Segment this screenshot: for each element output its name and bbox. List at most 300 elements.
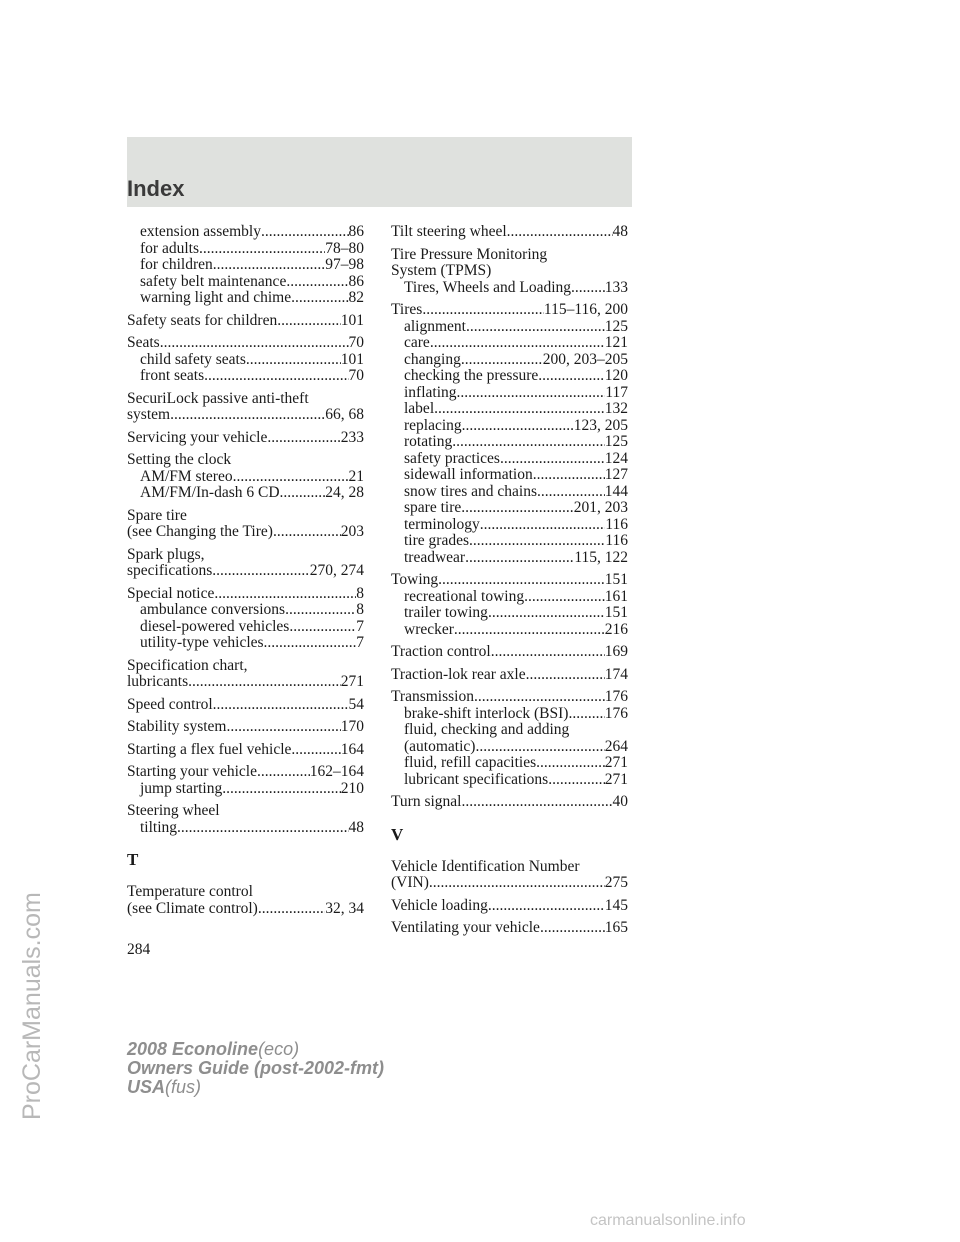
index-term: diesel-powered vehicles bbox=[140, 618, 290, 635]
index-term: terminology bbox=[404, 516, 480, 533]
index-subentry bbox=[127, 368, 364, 385]
index-entry bbox=[391, 898, 628, 915]
index-line bbox=[127, 430, 364, 447]
index-entry bbox=[127, 430, 364, 447]
index-page-ref: 48 bbox=[348, 819, 364, 836]
dot-leader bbox=[469, 533, 605, 550]
index-subentry bbox=[391, 739, 628, 756]
footer-market: USA bbox=[127, 1077, 166, 1097]
index-line bbox=[127, 452, 364, 469]
index-letter-heading: T bbox=[127, 850, 139, 869]
index-entry bbox=[391, 667, 628, 684]
index-subentry bbox=[391, 368, 628, 385]
dot-leader bbox=[213, 257, 326, 274]
index-term: Turn signal bbox=[391, 794, 462, 810]
index-term: System (TPMS) bbox=[391, 263, 492, 279]
index-subentry bbox=[127, 290, 364, 307]
dot-leader bbox=[461, 794, 612, 811]
index-term: Spare tire bbox=[127, 507, 187, 524]
dot-leader bbox=[199, 241, 325, 258]
index-term: safety belt maintenance bbox=[140, 273, 287, 290]
index-subentry bbox=[127, 352, 364, 369]
dot-leader bbox=[474, 689, 605, 706]
index-term: (see Climate control) bbox=[127, 900, 258, 917]
index-entry bbox=[391, 302, 628, 566]
index-term: snow tires and chains bbox=[404, 483, 538, 500]
dot-leader bbox=[429, 875, 605, 892]
index-subentry bbox=[391, 755, 628, 772]
index-term: Tires, Wheels and Loading bbox=[404, 279, 572, 296]
index-page-ref: 165 bbox=[604, 920, 628, 936]
index-term: utility-type vehicles bbox=[140, 635, 264, 651]
index-page-ref: 170 bbox=[340, 719, 364, 735]
dot-leader bbox=[465, 550, 574, 567]
dot-leader bbox=[289, 619, 356, 636]
index-term: Starting a flex fuel vehicle bbox=[127, 741, 292, 758]
index-page-ref: 125 bbox=[604, 434, 628, 450]
index-page-ref: 54 bbox=[348, 696, 364, 713]
dot-leader bbox=[537, 484, 605, 501]
index-subentry bbox=[127, 257, 364, 274]
index-page-ref: 132 bbox=[604, 401, 628, 417]
dot-leader bbox=[438, 572, 605, 589]
bottom-watermark: carmanualsonline.info bbox=[590, 1212, 746, 1229]
header-band bbox=[127, 137, 632, 207]
index-subentry bbox=[391, 451, 628, 468]
index-subentry bbox=[391, 352, 628, 369]
index-line bbox=[391, 689, 628, 706]
index-subentry bbox=[127, 619, 364, 636]
dot-leader bbox=[475, 739, 604, 756]
index-term: AM/FM/In-dash 6 CD bbox=[140, 485, 280, 501]
index-page-ref: 21 bbox=[348, 468, 364, 485]
dot-leader bbox=[188, 674, 341, 691]
index-term: Spark plugs, bbox=[127, 546, 205, 563]
index-term: label bbox=[404, 401, 435, 417]
index-entry bbox=[127, 658, 364, 691]
index-line bbox=[127, 719, 364, 736]
footer-guide: Owners Guide (post-2002-fmt) bbox=[127, 1058, 385, 1078]
index-page-ref: 174 bbox=[604, 666, 628, 683]
index-page-ref: 86 bbox=[348, 224, 364, 240]
index-page-ref: 82 bbox=[348, 290, 364, 306]
index-line bbox=[391, 794, 628, 811]
index-line bbox=[127, 547, 364, 564]
dot-leader bbox=[267, 430, 340, 447]
dot-leader bbox=[160, 335, 349, 352]
index-page-ref: 169 bbox=[604, 644, 628, 660]
index-page-ref: 264 bbox=[604, 738, 628, 755]
footer-line-3 bbox=[127, 1078, 384, 1097]
index-page-ref: 8 bbox=[356, 602, 364, 618]
index-subentry bbox=[391, 589, 628, 606]
index-term: system bbox=[127, 407, 171, 423]
index-term: Vehicle Identification Number bbox=[391, 858, 580, 875]
index-line bbox=[391, 898, 628, 915]
index-page-ref: 161 bbox=[604, 588, 628, 605]
index-term: rotating bbox=[404, 434, 453, 450]
index-page-ref: 164 bbox=[340, 741, 364, 758]
index-term: inflating bbox=[404, 384, 457, 401]
index-entry bbox=[127, 764, 364, 797]
index-entry bbox=[127, 224, 364, 307]
index-page-ref: 151 bbox=[604, 605, 628, 621]
dot-leader bbox=[491, 644, 605, 661]
index-subentry bbox=[391, 418, 628, 435]
index-page-ref: 48 bbox=[612, 224, 628, 240]
index-term: recreational towing bbox=[404, 588, 525, 605]
index-page-ref: 200, 203–205 bbox=[542, 351, 628, 368]
index-term: Stability system bbox=[127, 719, 227, 735]
dot-leader bbox=[524, 589, 605, 606]
index-subentry bbox=[127, 469, 364, 486]
index-entry bbox=[127, 335, 364, 385]
dot-leader bbox=[226, 719, 340, 736]
index-entry bbox=[127, 391, 364, 424]
dot-leader bbox=[452, 434, 605, 451]
dot-leader bbox=[204, 368, 348, 385]
index-page-ref: 123, 205 bbox=[573, 417, 628, 434]
index-page-ref: 151 bbox=[604, 572, 628, 588]
index-term: extension assembly bbox=[140, 224, 261, 240]
footer-doc-info bbox=[127, 1040, 384, 1097]
dot-leader bbox=[466, 319, 605, 336]
index-page-ref: 101 bbox=[340, 312, 364, 329]
index-term: changing bbox=[404, 351, 461, 368]
index-line bbox=[391, 644, 628, 661]
index-page-ref: 133 bbox=[604, 279, 628, 296]
index-term: fluid, checking and adding bbox=[404, 722, 570, 738]
index-term: tilting bbox=[140, 819, 178, 836]
index-line bbox=[391, 920, 628, 937]
index-page-ref: 270, 274 bbox=[309, 563, 364, 579]
dot-leader bbox=[533, 467, 605, 484]
index-entry bbox=[127, 884, 364, 917]
index-page-ref: 210 bbox=[340, 780, 364, 797]
index-subentry bbox=[391, 500, 628, 517]
dot-leader bbox=[261, 224, 349, 241]
index-line bbox=[127, 313, 364, 330]
index-letter-heading: V bbox=[391, 824, 404, 844]
index-term: safety practices bbox=[404, 450, 500, 467]
index-subentry bbox=[127, 224, 364, 241]
index-term: checking the pressure bbox=[404, 368, 539, 384]
index-term: Ventilating your vehicle bbox=[391, 920, 540, 936]
index-page-ref: 271 bbox=[604, 755, 628, 771]
index-term: Starting your vehicle bbox=[127, 764, 257, 780]
index-page-ref: 145 bbox=[604, 897, 628, 914]
index-line bbox=[127, 742, 364, 759]
index-entry bbox=[391, 689, 628, 788]
dot-leader bbox=[507, 224, 613, 241]
dot-leader bbox=[170, 407, 325, 424]
index-term: lubricant specifications bbox=[404, 771, 549, 788]
dot-leader bbox=[536, 755, 605, 772]
dot-leader bbox=[461, 500, 574, 517]
index-entry bbox=[127, 586, 364, 652]
dot-leader bbox=[540, 920, 605, 937]
index-term: Safety seats for children bbox=[127, 312, 278, 329]
dot-leader bbox=[454, 622, 605, 639]
index-page-ref: 115, 122 bbox=[574, 549, 628, 566]
page-title: Index bbox=[127, 176, 185, 201]
index-term: replacing bbox=[404, 417, 462, 434]
index-subentry bbox=[391, 772, 628, 789]
index-page-ref: 216 bbox=[604, 621, 628, 638]
index-page-ref: 275 bbox=[604, 875, 628, 891]
index-term: wrecker bbox=[404, 621, 454, 638]
index-term: Seats bbox=[127, 335, 160, 351]
dot-leader bbox=[257, 764, 310, 781]
index-page-ref: 70 bbox=[348, 368, 364, 384]
index-subentry bbox=[391, 605, 628, 622]
index-page-ref: 117 bbox=[605, 384, 628, 401]
index-subentry bbox=[391, 335, 628, 352]
index-page-ref: 271 bbox=[340, 674, 364, 690]
index-page-ref: 70 bbox=[348, 335, 364, 351]
index-subentry bbox=[127, 602, 364, 619]
index-term: Setting the clock bbox=[127, 452, 232, 468]
index-column-left bbox=[127, 224, 364, 923]
dot-leader bbox=[480, 517, 606, 534]
index-entry bbox=[127, 452, 364, 502]
index-entry bbox=[391, 224, 628, 241]
dot-leader bbox=[264, 635, 357, 652]
index-page-ref: 8 bbox=[356, 585, 364, 602]
index-subentry bbox=[127, 241, 364, 258]
index-line bbox=[127, 697, 364, 714]
index-term: for adults bbox=[140, 240, 199, 257]
index-line bbox=[127, 658, 364, 675]
index-term: Tilt steering wheel bbox=[391, 224, 507, 240]
dot-leader bbox=[526, 667, 605, 684]
index-page-ref: 78–80 bbox=[325, 240, 364, 257]
dot-leader bbox=[422, 302, 544, 319]
index-term: Specification chart, bbox=[127, 657, 248, 674]
index-page-ref: 116 bbox=[605, 533, 628, 549]
index-page-ref: 86 bbox=[348, 273, 364, 290]
index-term: Servicing your vehicle bbox=[127, 429, 268, 446]
index-term: Traction control bbox=[391, 644, 491, 660]
index-term: Steering wheel bbox=[127, 803, 220, 819]
dot-leader bbox=[538, 368, 604, 385]
dot-leader bbox=[291, 742, 340, 759]
dot-leader bbox=[488, 605, 605, 622]
index-page-ref: 97–98 bbox=[325, 257, 364, 273]
index-line bbox=[391, 667, 628, 684]
index-page-ref: 7 bbox=[356, 635, 364, 651]
index-subentry bbox=[391, 401, 628, 418]
dot-leader bbox=[246, 352, 341, 369]
dot-leader bbox=[457, 385, 606, 402]
index-line bbox=[127, 901, 364, 918]
index-term: fluid, refill capacities bbox=[404, 755, 537, 771]
dot-leader bbox=[548, 772, 605, 789]
index-term: child safety seats bbox=[140, 351, 246, 368]
index-term: Tires bbox=[391, 302, 423, 318]
dot-leader bbox=[568, 706, 604, 723]
dot-leader bbox=[488, 898, 605, 915]
index-term: AM/FM stereo bbox=[140, 468, 233, 485]
index-line bbox=[127, 586, 364, 603]
index-page-ref: 7 bbox=[356, 618, 364, 635]
index-page-ref: 233 bbox=[340, 429, 364, 446]
index-page-ref: 176 bbox=[604, 689, 628, 705]
dot-leader bbox=[213, 697, 349, 714]
dot-leader bbox=[222, 781, 341, 798]
index-line bbox=[127, 524, 364, 541]
index-term: (VIN) bbox=[391, 875, 429, 891]
index-term: tire grades bbox=[404, 533, 469, 549]
dot-leader bbox=[285, 602, 356, 619]
dot-leader bbox=[233, 469, 349, 486]
index-term: Traction-lok rear axle bbox=[391, 666, 526, 683]
index-line bbox=[127, 407, 364, 424]
index-subentry bbox=[127, 274, 364, 291]
index-line bbox=[127, 803, 364, 820]
index-line bbox=[391, 224, 628, 241]
index-subentry bbox=[391, 622, 628, 639]
index-page-ref: 203 bbox=[340, 524, 364, 540]
dot-leader bbox=[291, 290, 348, 307]
index-page-ref: 32, 34 bbox=[325, 900, 364, 917]
index-line bbox=[127, 563, 364, 580]
index-subentry bbox=[391, 722, 628, 739]
index-term: (see Changing the Tire) bbox=[127, 524, 273, 540]
index-line bbox=[127, 391, 364, 408]
index-entry bbox=[391, 247, 628, 297]
index-page-ref: 115–116, 200 bbox=[543, 302, 628, 318]
index-page-ref: 125 bbox=[604, 318, 628, 335]
index-page-ref: 124 bbox=[604, 450, 628, 467]
index-entry bbox=[391, 794, 628, 811]
index-entry bbox=[127, 742, 364, 759]
index-entry bbox=[391, 572, 628, 638]
index-subentry bbox=[127, 820, 364, 837]
index-page-ref: 176 bbox=[604, 705, 628, 722]
index-entry bbox=[127, 547, 364, 580]
index-page-ref: 121 bbox=[604, 335, 628, 351]
index-subentry bbox=[391, 467, 628, 484]
footer-model: 2008 Econoline bbox=[127, 1039, 259, 1059]
index-term: (automatic) bbox=[404, 738, 476, 755]
index-entry bbox=[391, 859, 628, 892]
index-page-ref: 162–164 bbox=[309, 764, 364, 780]
index-line bbox=[127, 884, 364, 901]
index-entry bbox=[391, 920, 628, 937]
index-term: SecuriLock passive anti-theft bbox=[127, 390, 309, 407]
dot-leader bbox=[273, 524, 341, 541]
dot-leader bbox=[462, 418, 574, 435]
index-page-ref: 271 bbox=[604, 771, 628, 788]
index-page-ref: 120 bbox=[604, 368, 628, 384]
index-term: Speed control bbox=[127, 696, 213, 713]
footer-market-code: (fus) bbox=[165, 1077, 202, 1097]
index-page-ref: 101 bbox=[340, 351, 364, 368]
index-term: alignment bbox=[404, 318, 466, 335]
index-line bbox=[127, 764, 364, 781]
dot-leader bbox=[430, 335, 605, 352]
index-term: Special notice bbox=[127, 585, 215, 602]
index-page-ref: 127 bbox=[604, 467, 628, 483]
index-line bbox=[127, 674, 364, 691]
index-line bbox=[391, 263, 628, 280]
index-term: trailer towing bbox=[404, 605, 488, 621]
index-subentry bbox=[391, 385, 628, 402]
dot-leader bbox=[258, 901, 325, 918]
index-entry bbox=[127, 719, 364, 736]
index-subentry bbox=[127, 781, 364, 798]
side-watermark: ProCarManuals.com bbox=[18, 892, 46, 1120]
index-line bbox=[127, 508, 364, 525]
index-entry bbox=[127, 313, 364, 330]
index-term: specifications bbox=[127, 563, 213, 579]
index-term: Vehicle loading bbox=[391, 897, 488, 914]
index-term: sidewall information bbox=[404, 467, 533, 483]
index-subentry bbox=[391, 280, 628, 297]
index-subentry bbox=[391, 484, 628, 501]
index-line bbox=[127, 335, 364, 352]
dot-leader bbox=[571, 280, 605, 297]
index-term: Towing bbox=[391, 572, 439, 588]
index-line bbox=[391, 875, 628, 892]
index-subentry bbox=[127, 485, 364, 502]
dot-leader bbox=[214, 586, 356, 603]
dot-leader bbox=[286, 274, 348, 291]
dot-leader bbox=[177, 820, 348, 837]
index-subentry bbox=[391, 319, 628, 336]
index-term: Tire Pressure Monitoring bbox=[391, 246, 548, 263]
index-term: ambulance conversions bbox=[140, 602, 286, 618]
index-entry bbox=[127, 803, 364, 836]
index-term: care bbox=[404, 335, 430, 351]
dot-leader bbox=[212, 563, 310, 580]
index-term: jump starting bbox=[140, 780, 223, 797]
index-term: warning light and chime bbox=[140, 290, 292, 306]
index-entry bbox=[391, 644, 628, 661]
index-line bbox=[391, 247, 628, 264]
dot-leader bbox=[277, 313, 341, 330]
index-term: brake-shift interlock (BSI) bbox=[404, 705, 569, 722]
index-term: Temperature control bbox=[127, 884, 253, 900]
index-page-ref: 116 bbox=[605, 516, 628, 533]
page-number: 284 bbox=[127, 941, 151, 958]
footer-line-2 bbox=[127, 1059, 384, 1078]
dot-leader bbox=[461, 352, 543, 369]
index-page-ref: 144 bbox=[604, 483, 628, 500]
index-term: treadwear bbox=[404, 549, 466, 566]
dot-leader bbox=[434, 401, 605, 418]
dot-leader bbox=[280, 485, 326, 502]
index-subentry bbox=[391, 434, 628, 451]
index-line bbox=[391, 302, 628, 319]
index-line bbox=[391, 859, 628, 876]
index-page-ref: 40 bbox=[612, 794, 628, 810]
index-column-right bbox=[391, 224, 628, 943]
index-subentry bbox=[391, 706, 628, 723]
index-line bbox=[391, 572, 628, 589]
index-term: spare tire bbox=[404, 500, 462, 516]
index-entry bbox=[127, 697, 364, 714]
index-page-ref: 201, 203 bbox=[573, 500, 628, 516]
index-term: lubricants bbox=[127, 674, 189, 690]
index-subentry bbox=[391, 550, 628, 567]
index-subentry bbox=[391, 517, 628, 534]
index-page-ref: 24, 28 bbox=[325, 485, 364, 501]
dot-leader bbox=[500, 451, 605, 468]
footer-line-1 bbox=[127, 1040, 384, 1059]
footer-model-code: (eco) bbox=[258, 1039, 300, 1059]
